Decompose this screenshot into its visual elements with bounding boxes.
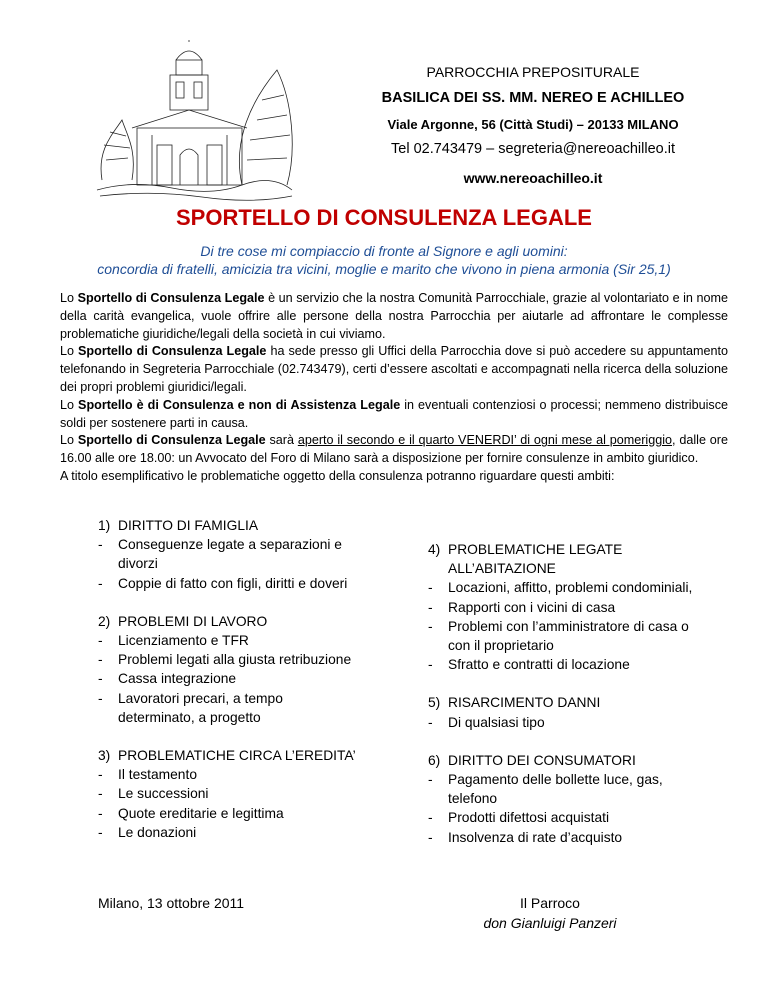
topic-bullet-item (428, 808, 698, 827)
quote-line-2: concordia di fratelli, amicizia tra vicini, moglie e marito che vivono in piena armonia (Sir 25,1) (97, 261, 671, 277)
paragraph-5: A titolo esemplificativo le problematiche oggetto della consulenza potranno riguardare questi ambiti: (60, 468, 615, 483)
header-parish-type: PARROCCHIA PREPOSITURALE (426, 64, 640, 80)
topic-section (428, 693, 698, 731)
dash-bullet: - (428, 657, 433, 673)
topic-bullet-item (98, 631, 360, 650)
topic-number: 5) (428, 695, 441, 711)
signature-name: don Gianluigi Panzeri (483, 915, 617, 931)
topic-bullet-item (98, 650, 360, 669)
bullet-text: Lavoratori precari, a tempo determinato, a progetto (118, 690, 283, 725)
topic-bullet-item (428, 828, 698, 847)
topic-bullet-item (98, 574, 360, 593)
topic-heading (428, 540, 698, 578)
dash-bullet: - (428, 618, 433, 634)
bullet-text: Sfratto e contratti di locazione (448, 657, 630, 673)
topic-title: PROBLEMI DI LAVORO (118, 613, 268, 629)
topic-bullet-item (428, 617, 698, 655)
dash-bullet: - (428, 580, 433, 596)
dash-bullet: - (428, 772, 433, 788)
bullet-text: Prodotti difettosi acquistati (448, 810, 610, 826)
topic-title: RISARCIMENTO DANNI (448, 695, 601, 711)
topic-title: DIRITTO DEI CONSUMATORI (448, 752, 636, 768)
header-website: www.nereoachilleo.it (463, 170, 603, 186)
header-basilica-name: BASILICA DEI SS. MM. NEREO E ACHILLEO (381, 90, 685, 106)
topic-bullet-item (98, 804, 360, 823)
bullet-text: Cassa integrazione (118, 671, 237, 687)
bullet-text: Coppie di fatto con figli, diritti e doveri (118, 575, 348, 591)
topic-bullet-item (98, 784, 360, 803)
paragraph-2: Lo Sportello di Consulenza Legale ha sede presso gli Uffici della Parrocchia dove si può accedere su appuntamento telefonando in Segreteria Parrocchiale (02.743479), certi d’essere ascoltati e accompagnati nella ricerca della soluzione dei propri problemi giuridici/legali. (60, 344, 728, 394)
bullet-text: Conseguenze legate a separazioni e divorzi (118, 537, 342, 572)
header-address: Viale Argonne, 56 (Città Studi) – 20133 MILANO (387, 117, 679, 132)
bullet-text: Pagamento delle bollette luce, gas, telefono (448, 772, 663, 807)
topic-heading (98, 612, 360, 631)
dash-bullet: - (98, 690, 103, 706)
topic-number: 3) (98, 748, 111, 764)
bullet-text: Problemi legati alla giusta retribuzione (118, 652, 352, 668)
header-contacts: Tel 02.743479 – segreteria@nereoachilleo.it (391, 141, 675, 157)
topic-section (98, 746, 360, 842)
topic-bullet-item (428, 655, 698, 674)
topic-bullet-item (428, 770, 698, 808)
bullet-text: Di qualsiasi tipo (448, 714, 545, 730)
topic-bullet-item (98, 535, 360, 573)
basilica-logo-icon (92, 40, 297, 205)
dash-bullet: - (98, 824, 103, 840)
page-title: SPORTELLO DI CONSULENZA LEGALE (176, 205, 592, 230)
bullet-text: Insolvenza di rate d’acquisto (448, 829, 623, 845)
topic-section (98, 516, 360, 593)
topic-section (98, 612, 360, 727)
paragraph-3: Lo Sportello è di Consulenza e non di Assistenza Legale in eventuali contenziosi o processi; nemmeno distribuisce soldi per sostenere parti in causa. (60, 397, 728, 430)
bullet-text: Le successioni (118, 786, 209, 802)
dash-bullet: - (428, 599, 433, 615)
dash-bullet: - (428, 714, 433, 730)
paragraph-4: Lo Sportello di Consulenza Legale sarà aperto il secondo e il quarto VENERDI’ di ogni mese al pomeriggio, dalle ore 16.00 alle ore 18.00: un Avvocato del Foro di Milano sarà a disposizione per fornire consulenze in ambito giuridico. (60, 433, 728, 466)
dash-bullet: - (428, 810, 433, 826)
topic-bullet-item (428, 598, 698, 617)
bullet-text: Locazioni, affitto, problemi condominiali, (448, 580, 693, 596)
topic-heading (428, 751, 698, 770)
document-date: Milano, 13 ottobre 2011 (98, 895, 245, 911)
topic-number: 1) (98, 518, 111, 533)
dash-bullet: - (98, 786, 103, 802)
dash-bullet: - (98, 537, 103, 553)
topic-title: PROBLEMATICHE CIRCA L’EREDITA’ (118, 748, 356, 764)
quote-line-1: Di tre cose mi compiaccio di fronte al Signore e agli uomini: (200, 243, 568, 259)
dash-bullet: - (428, 829, 433, 845)
paragraph-1: Lo Sportello di Consulenza Legale è un servizio che la nostra Comunità Parrocchiale, grazie al volontariato e in nome della carità evangelica, vuole offrire alle persone della nostra Parrocchia per aiutarle ad affrontare le complesse problematiche giuridiche/legali della società in cui viviamo. (60, 291, 728, 341)
topic-bullet-item (98, 765, 360, 784)
topic-bullet-item (98, 689, 360, 727)
dash-bullet: - (98, 652, 103, 668)
topic-number: 4) (428, 542, 441, 557)
topics-right-column (428, 540, 698, 866)
bullet-text: Quote ereditarie e legittima (118, 805, 284, 821)
topic-section (428, 540, 698, 674)
dash-bullet: - (98, 671, 103, 687)
topic-bullet-item (98, 823, 360, 842)
signature-role: Il Parroco (520, 895, 580, 911)
topic-heading (428, 693, 698, 712)
bullet-text: Rapporti con i vicini di casa (448, 599, 616, 615)
dash-bullet: - (98, 767, 103, 783)
dash-bullet: - (98, 575, 103, 591)
bullet-text: Problemi con l’amministratore di casa o con il proprietario (448, 618, 689, 654)
bullet-text: Licenziamento e TFR (118, 633, 249, 649)
topic-section (428, 751, 698, 847)
topics-left-column (98, 516, 360, 861)
bullet-text: Le donazioni (118, 824, 197, 840)
topic-heading (98, 516, 360, 535)
topic-number: 2) (98, 613, 111, 629)
topic-number: 6) (428, 752, 441, 768)
topic-heading (98, 746, 360, 765)
body-text (60, 290, 728, 486)
dash-bullet: - (98, 633, 103, 649)
topic-title: DIRITTO DI FAMIGLIA (118, 518, 259, 533)
topic-bullet-item (428, 713, 698, 732)
topic-title: PROBLEMATICHE LEGATE ALL’ABITAZIONE (448, 542, 623, 577)
bullet-text: Il testamento (118, 767, 197, 783)
topic-bullet-item (428, 578, 698, 597)
topic-bullet-item (98, 669, 360, 688)
dash-bullet: - (98, 805, 103, 821)
